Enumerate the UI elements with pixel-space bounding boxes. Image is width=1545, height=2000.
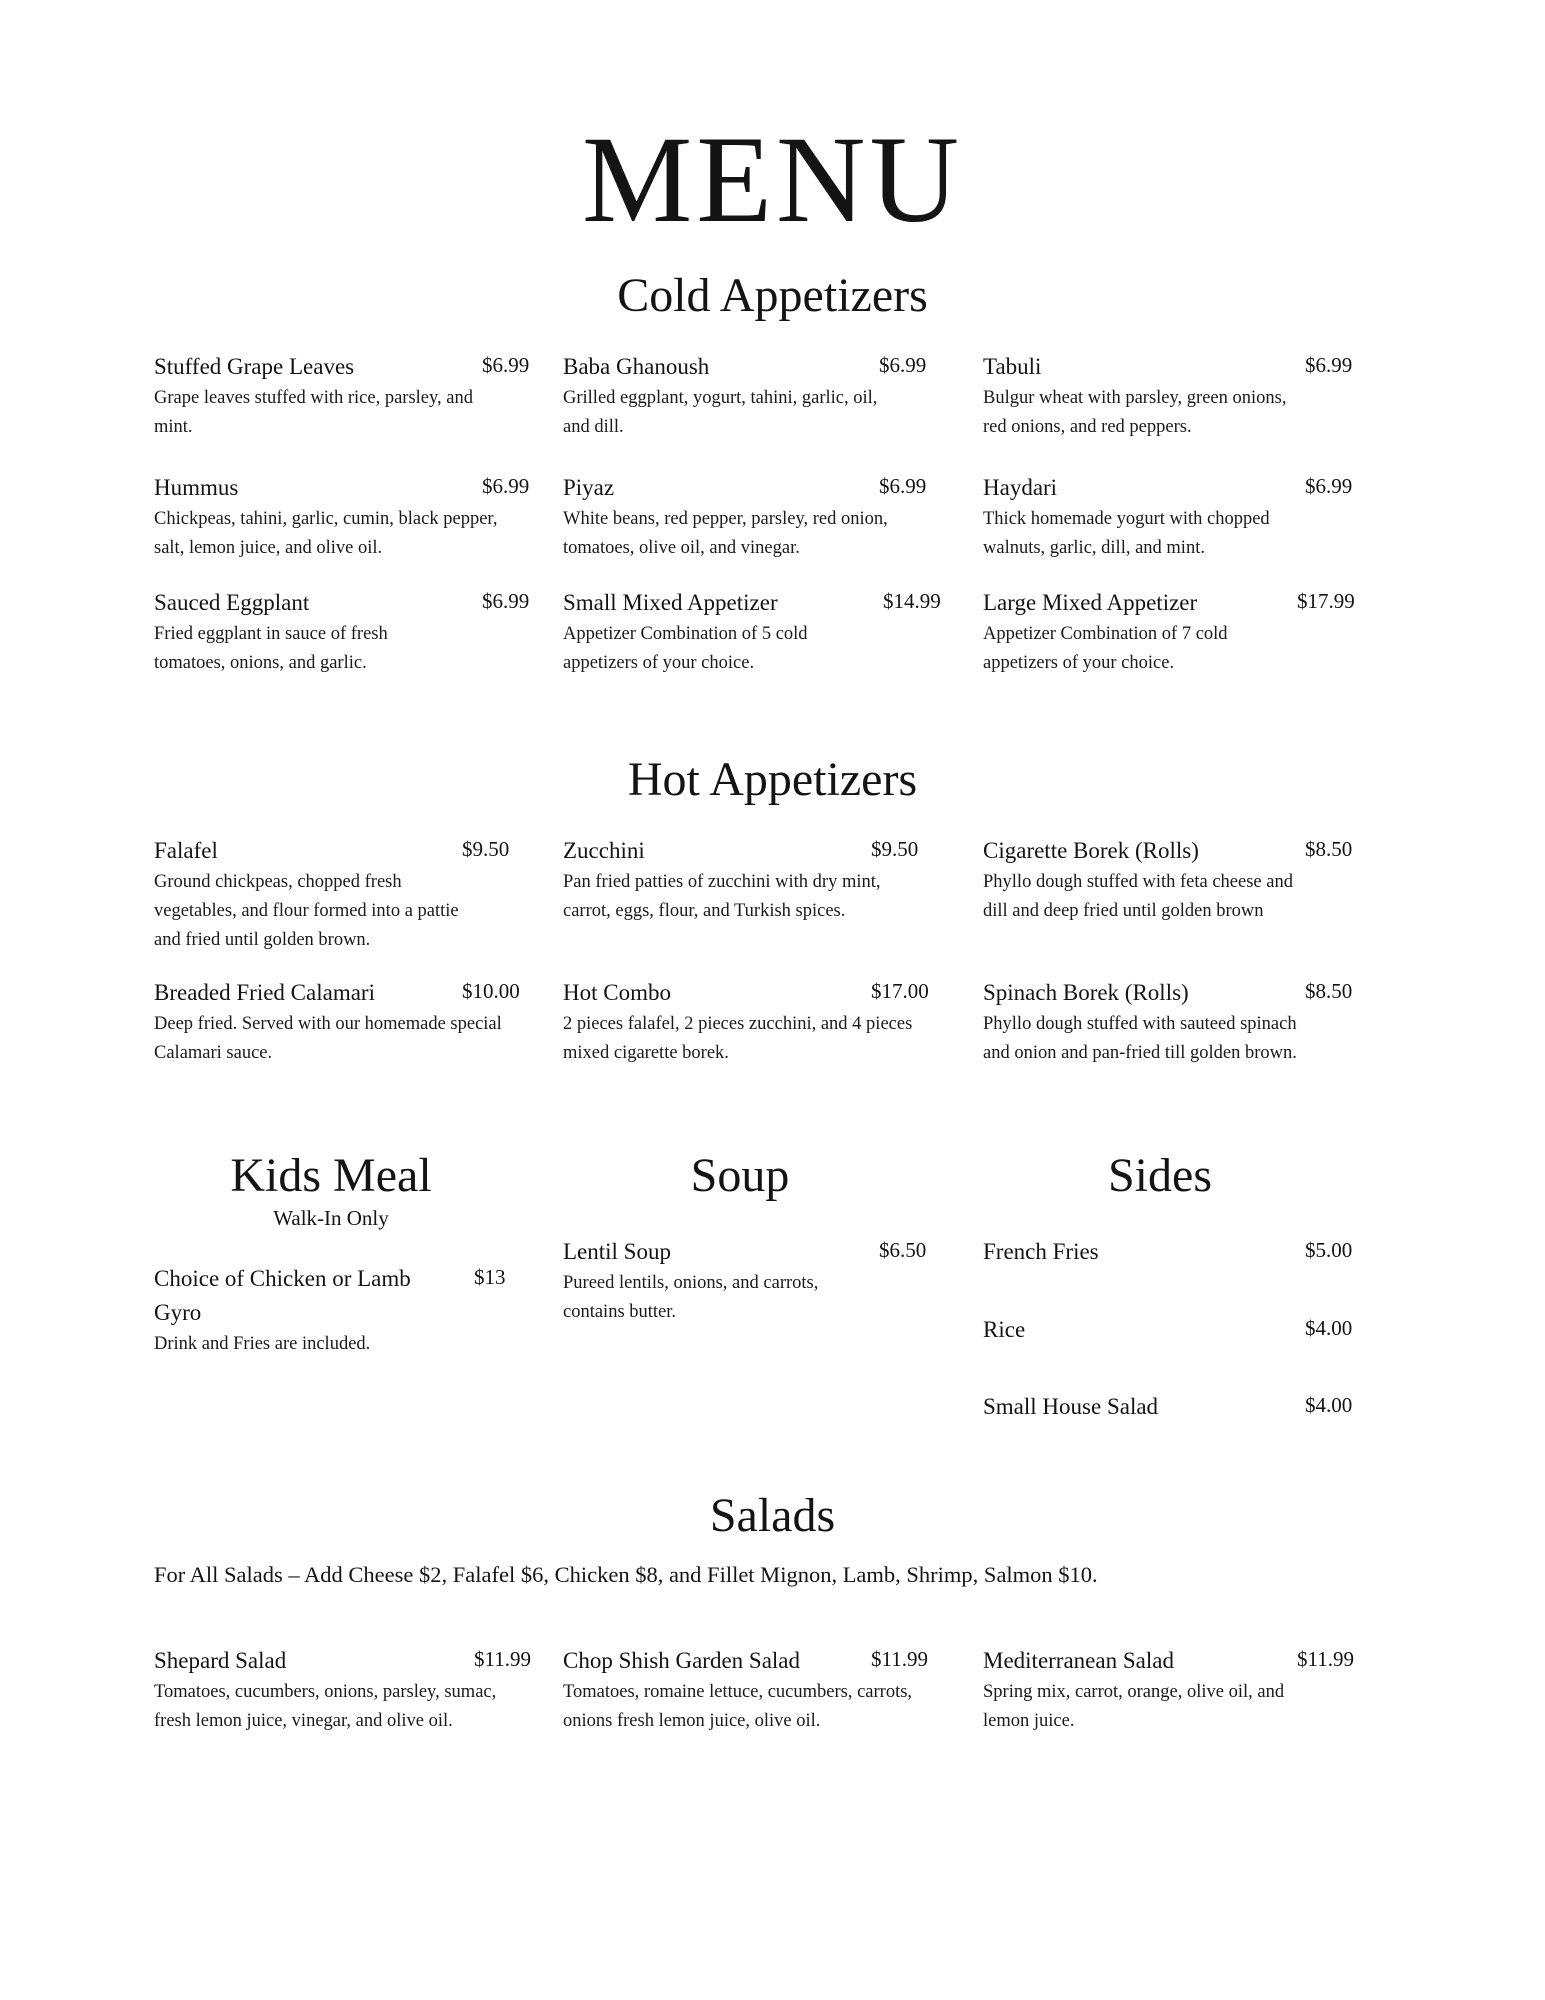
item-description: Pan fried patties of zucchini with dry mint, carrot, eggs, flour, and Turkish spices. [563,872,881,921]
item-description: Phyllo dough stuffed with sauteed spinach and onion and pan-fried till golden brown. [983,1014,1297,1063]
item-description: White beans, red pepper, parsley, red onion, tomatoes, olive oil, and vinegar. [563,509,888,558]
menu-item [154,586,538,678]
item-name: Mediterranean Salad [983,1648,1174,1673]
item-name: Large Mixed Appetizer [983,590,1198,615]
cold-appetizers-title: Cold Appetizers [617,269,928,322]
item-price: $8.50 [1305,979,1353,1003]
item-description: Tomatoes, cucumbers, onions, parsley, sumac, fresh lemon juice, vinegar, and olive oil. [154,1682,497,1731]
item-name: Lentil Soup [563,1239,671,1264]
item-price: $14.99 [883,589,941,613]
menu-item [563,471,943,563]
item-price: $17.00 [871,979,929,1003]
item-name: Sauced Eggplant [154,590,310,615]
item-name: Spinach Borek (Rolls) [983,980,1189,1005]
menu-item [563,1644,943,1736]
menu-item [154,1262,538,1359]
item-name: Piyaz [563,475,615,500]
item-price: $13 [474,1265,506,1289]
item-price: $6.99 [1305,474,1353,498]
item-description: Grape leaves stuffed with rice, parsley, and mint. [154,388,473,437]
item-price: $17.99 [1297,589,1355,613]
menu-item [154,834,538,955]
sides-title: Sides [1107,1149,1212,1202]
item-name: Zucchini [563,838,645,863]
menu-item [983,471,1363,563]
item-price: $11.99 [474,1647,531,1671]
soup-title: Soup [690,1149,790,1202]
item-name: Haydari [983,475,1058,500]
item-name: Baba Ghanoush [563,354,710,379]
salads-addons-note: For All Salads – Add Cheese $2, Falafel $6, Chicken $8, and Fillet Mignon, Lamb, Shrimp, Salmon $10. [154,1562,1098,1587]
menu-item [983,350,1363,442]
kids-meal-title: Kids Meal [230,1149,432,1202]
menu-item [983,1313,1363,1347]
item-price: $6.99 [482,353,530,377]
item-price: $6.99 [482,589,530,613]
item-name: Choice of Chicken or Lamb Gyro [154,1266,411,1325]
item-price: $6.99 [482,474,530,498]
item-name: Breaded Fried Calamari [154,980,375,1005]
item-name: Hot Combo [563,980,671,1005]
item-description: 2 pieces falafel, 2 pieces zucchini, and 4 pieces mixed cigarette borek. [563,1014,913,1063]
item-price: $9.50 [871,837,919,861]
item-name: Chop Shish Garden Salad [563,1648,801,1673]
item-name: Hummus [154,475,239,500]
menu-title: MENU [581,111,964,248]
menu-item [983,1390,1363,1424]
menu-item [983,1644,1363,1736]
kids-meal-subtitle: Walk-In Only [273,1206,389,1230]
item-description: Phyllo dough stuffed with feta cheese and dill and deep fried until golden brown [983,872,1293,921]
item-name: Small House Salad [983,1394,1159,1419]
item-description: Appetizer Combination of 7 cold appetizers of your choice. [983,624,1228,673]
item-price: $6.99 [879,474,927,498]
menu-item [983,976,1363,1068]
item-description: Drink and Fries are included. [154,1334,371,1354]
menu-item [154,1644,538,1736]
item-price: $4.00 [1305,1316,1353,1340]
item-name: Rice [983,1317,1026,1342]
menu-item [563,834,943,926]
salads-title: Salads [709,1489,836,1542]
item-description: Tomatoes, romaine lettuce, cucumbers, carrots, onions fresh lemon juice, olive oil. [563,1682,913,1731]
item-name: Small Mixed Appetizer [563,590,778,615]
item-price: $6.50 [879,1238,927,1262]
item-price: $11.99 [871,1647,928,1671]
menu-item [154,471,538,563]
item-name: French Fries [983,1239,1099,1264]
item-name: Stuffed Grape Leaves [154,354,355,379]
hot-appetizers-title: Hot Appetizers [627,753,918,806]
item-description: Fried eggplant in sauce of fresh tomatoes, onions, and garlic. [154,624,388,673]
item-name: Tabuli [983,354,1042,379]
item-name: Falafel [154,838,218,863]
menu-item [983,1235,1363,1269]
menu-item [154,350,538,442]
item-price: $5.00 [1305,1238,1353,1262]
item-price: $4.00 [1305,1393,1353,1417]
item-description: Chickpeas, tahini, garlic, cumin, black pepper, salt, lemon juice, and olive oil. [154,509,498,558]
item-description: Appetizer Combination of 5 cold appetizers of your choice. [563,624,808,673]
item-price: $11.99 [1297,1647,1354,1671]
item-price: $6.99 [1305,353,1353,377]
item-name: Shepard Salad [154,1648,287,1673]
menu-item [563,1235,943,1327]
menu-item [563,586,958,678]
item-description: Deep fried. Served with our homemade special Calamari sauce. [154,1014,502,1063]
menu-item [983,586,1363,678]
menu-item [563,350,943,442]
menu-item [154,976,538,1068]
item-name: Cigarette Borek (Rolls) [983,838,1199,863]
item-description: Thick homemade yogurt with chopped walnuts, garlic, dill, and mint. [983,509,1270,558]
item-description: Pureed lentils, onions, and carrots, contains butter. [563,1273,819,1322]
menu-item [563,976,943,1068]
item-description: Spring mix, carrot, orange, olive oil, and lemon juice. [983,1682,1285,1731]
item-price: $8.50 [1305,837,1353,861]
menu-item [983,834,1363,926]
item-price: $6.99 [879,353,927,377]
item-price: $10.00 [462,979,520,1003]
item-description: Bulgur wheat with parsley, green onions, red onions, and red peppers. [983,388,1287,437]
item-description: Ground chickpeas, chopped fresh vegetables, and flour formed into a pattie and fried until golden brown. [154,872,459,950]
item-description: Grilled eggplant, yogurt, tahini, garlic, oil, and dill. [563,388,878,437]
item-price: $9.50 [462,837,510,861]
